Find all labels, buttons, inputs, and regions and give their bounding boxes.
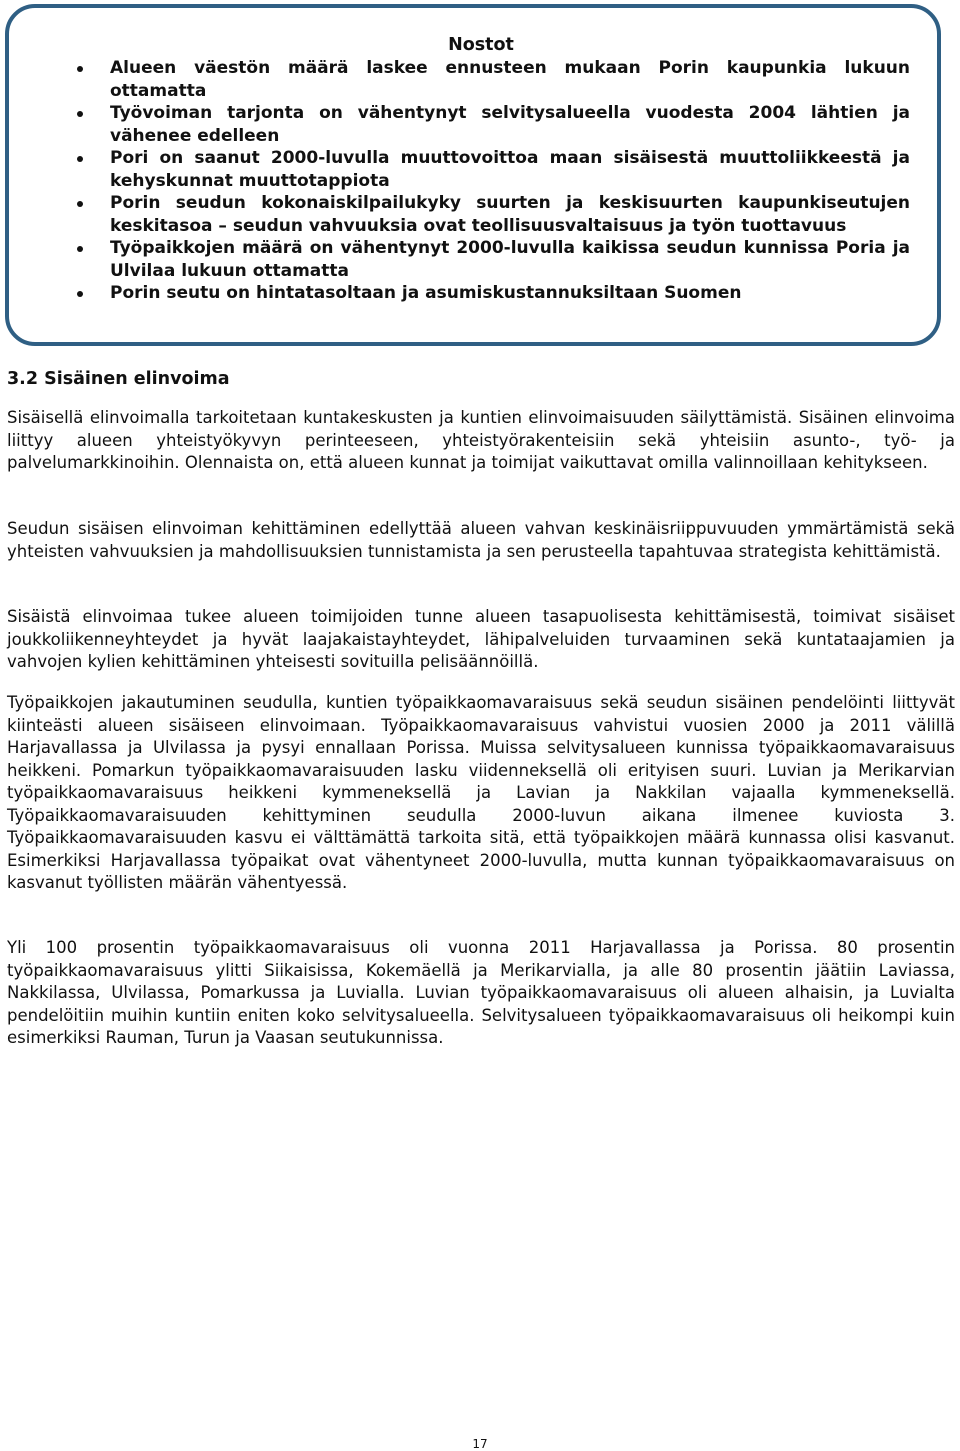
highlights-title: Nostot — [448, 35, 514, 55]
highlight-item — [110, 57, 910, 102]
body-paragraph: Työpaikkojen jakautuminen seudulla, kuntien työpaikkaomavaraisuus sekä seudun sisäinen pendelöinti liittyvät kiinteästi alueen sisäiseen elinvoimaan. Työpaikkaomavaraisuus vahvistui vuosien 2000 ja 2011 välillä Harjavallassa ja Ulvilassa ja pysyi ennallaan Porissa. Muissa selvitysalueen kunnissa työpaikkaomavaraisuus heikkeni. Pomarkun työpaikkaomavaraisuuden lasku viidenneksellä oli erityisen suuri. Luvian ja Merikarvian työpaikkaomavaraisuus heikkeni kymmeneksellä ja Lavian ja Nakkilan vajaalla kymmeneksellä. Työpaikkaomavaraisuuden kehittyminen seudulla 2000-luvun aikana ilmenee kuviosta 3. Työpaikkaomavaraisuuden kasvu ei välttämättä tarkoita sitä, että työpaikkojen määrä kunnassa olisi kasvanut. Esimerkiksi Harjavallassa työpaikat ovat vähentyneet 2000-luvulla, mutta kunnan työpaikkaomavaraisuus on kasvanut työllisten määrän vähentyessä. — [7, 693, 955, 892]
highlight-item — [110, 192, 910, 237]
body-paragraph: Sisäistä elinvoimaa tukee alueen toimijoiden tunne alueen tasapuolisesta kehittämisestä, toimivat sisäiset joukkoliikenneyhteydet ja hyvät laajakaistayhteydet, lähipalveluiden turvaaminen sekä kuntataajamien ja vahvojen kylien kehittäminen yhteisesti sovituilla pelisäännöillä. — [7, 607, 955, 671]
bullet-icon — [77, 156, 83, 162]
highlight-text: Työpaikkojen määrä on vähentynyt 2000-luvulla kaikissa seudun kunnissa Poria ja Ulvilaa lukuun ottamatta — [110, 238, 910, 281]
highlights-list — [110, 57, 910, 305]
body-paragraph: Yli 100 prosentin työpaikkaomavaraisuus oli vuonna 2011 Harjavallassa ja Porissa. 80 prosentin työpaikkaomavaraisuus ylitti Siikaisissa, Kokemäellä ja Merikarvialla, ja alle 80 prosentin jäätiin Laviassa, Nakkilassa, Ulvilassa, Pomarkussa ja Luvialla. Luvian työpaikkaomavaraisuus oli alueen alhaisin, ja Luvialta pendelöitiin muihin kuntiin eniten koko selvitysalueella. Selvitysalueen työpaikkaomavaraisuus oli heikompi kuin esimerkiksi Rauman, Turun ja Vaasan seutukunnissa. — [7, 938, 955, 1047]
page-number: 17 — [472, 1437, 488, 1451]
highlight-item — [110, 237, 910, 282]
body-paragraph: Sisäisellä elinvoimalla tarkoitetaan kuntakeskusten ja kuntien elinvoimaisuuden säilyttämistä. Sisäinen elinvoima liittyy alueen yhteistyökyvyn perinteeseen, yhteistyörakenteisiin sekä yhteisiin asunto-, työ- ja palvelumarkkinoihin. Olennaista on, että alueen kunnat ja toimijat vaikuttavat omilla valinnoillaan kehitykseen. — [7, 408, 955, 472]
highlight-text: Porin seudun kokonaiskilpailukyky suurten ja keskisuurten kaupunkiseutujen keskitasoa – seudun vahvuuksia ovat teollisuusvaltaisuus ja työn tuottavuus — [110, 193, 910, 236]
bullet-icon — [77, 111, 83, 117]
highlight-item — [110, 282, 910, 305]
highlight-text: Porin seutu on hintatasoltaan ja asumiskustannuksiltaan Suomen — [110, 283, 742, 303]
highlight-text: Työvoiman tarjonta on vähentynyt selvitysalueella vuodesta 2004 lähtien ja vähenee edelleen — [110, 103, 910, 146]
bullet-icon — [77, 201, 83, 207]
highlight-item — [110, 102, 910, 147]
bullet-icon — [77, 246, 83, 252]
bullet-icon — [77, 291, 83, 297]
body-paragraph: Seudun sisäisen elinvoiman kehittäminen edellyttää alueen vahvan keskinäisriippuvuuden ymmärtämistä sekä yhteisten vahvuuksien ja mahdollisuuksien tunnistamista ja sen perusteella tapahtuvaa strategista kehittämistä. — [7, 519, 955, 561]
highlight-text: Pori on saanut 2000-luvulla muuttovoittoa maan sisäisestä muuttoliikkeestä ja kehyskunnat muuttotappiota — [110, 148, 910, 191]
bullet-icon — [77, 66, 83, 72]
highlight-item — [110, 147, 910, 192]
highlights-box — [5, 4, 941, 346]
highlight-text: Alueen väestön määrä laskee ennusteen mukaan Porin kaupunkia lukuun ottamatta — [110, 58, 910, 101]
section-heading: 3.2 Sisäinen elinvoima — [7, 369, 230, 389]
